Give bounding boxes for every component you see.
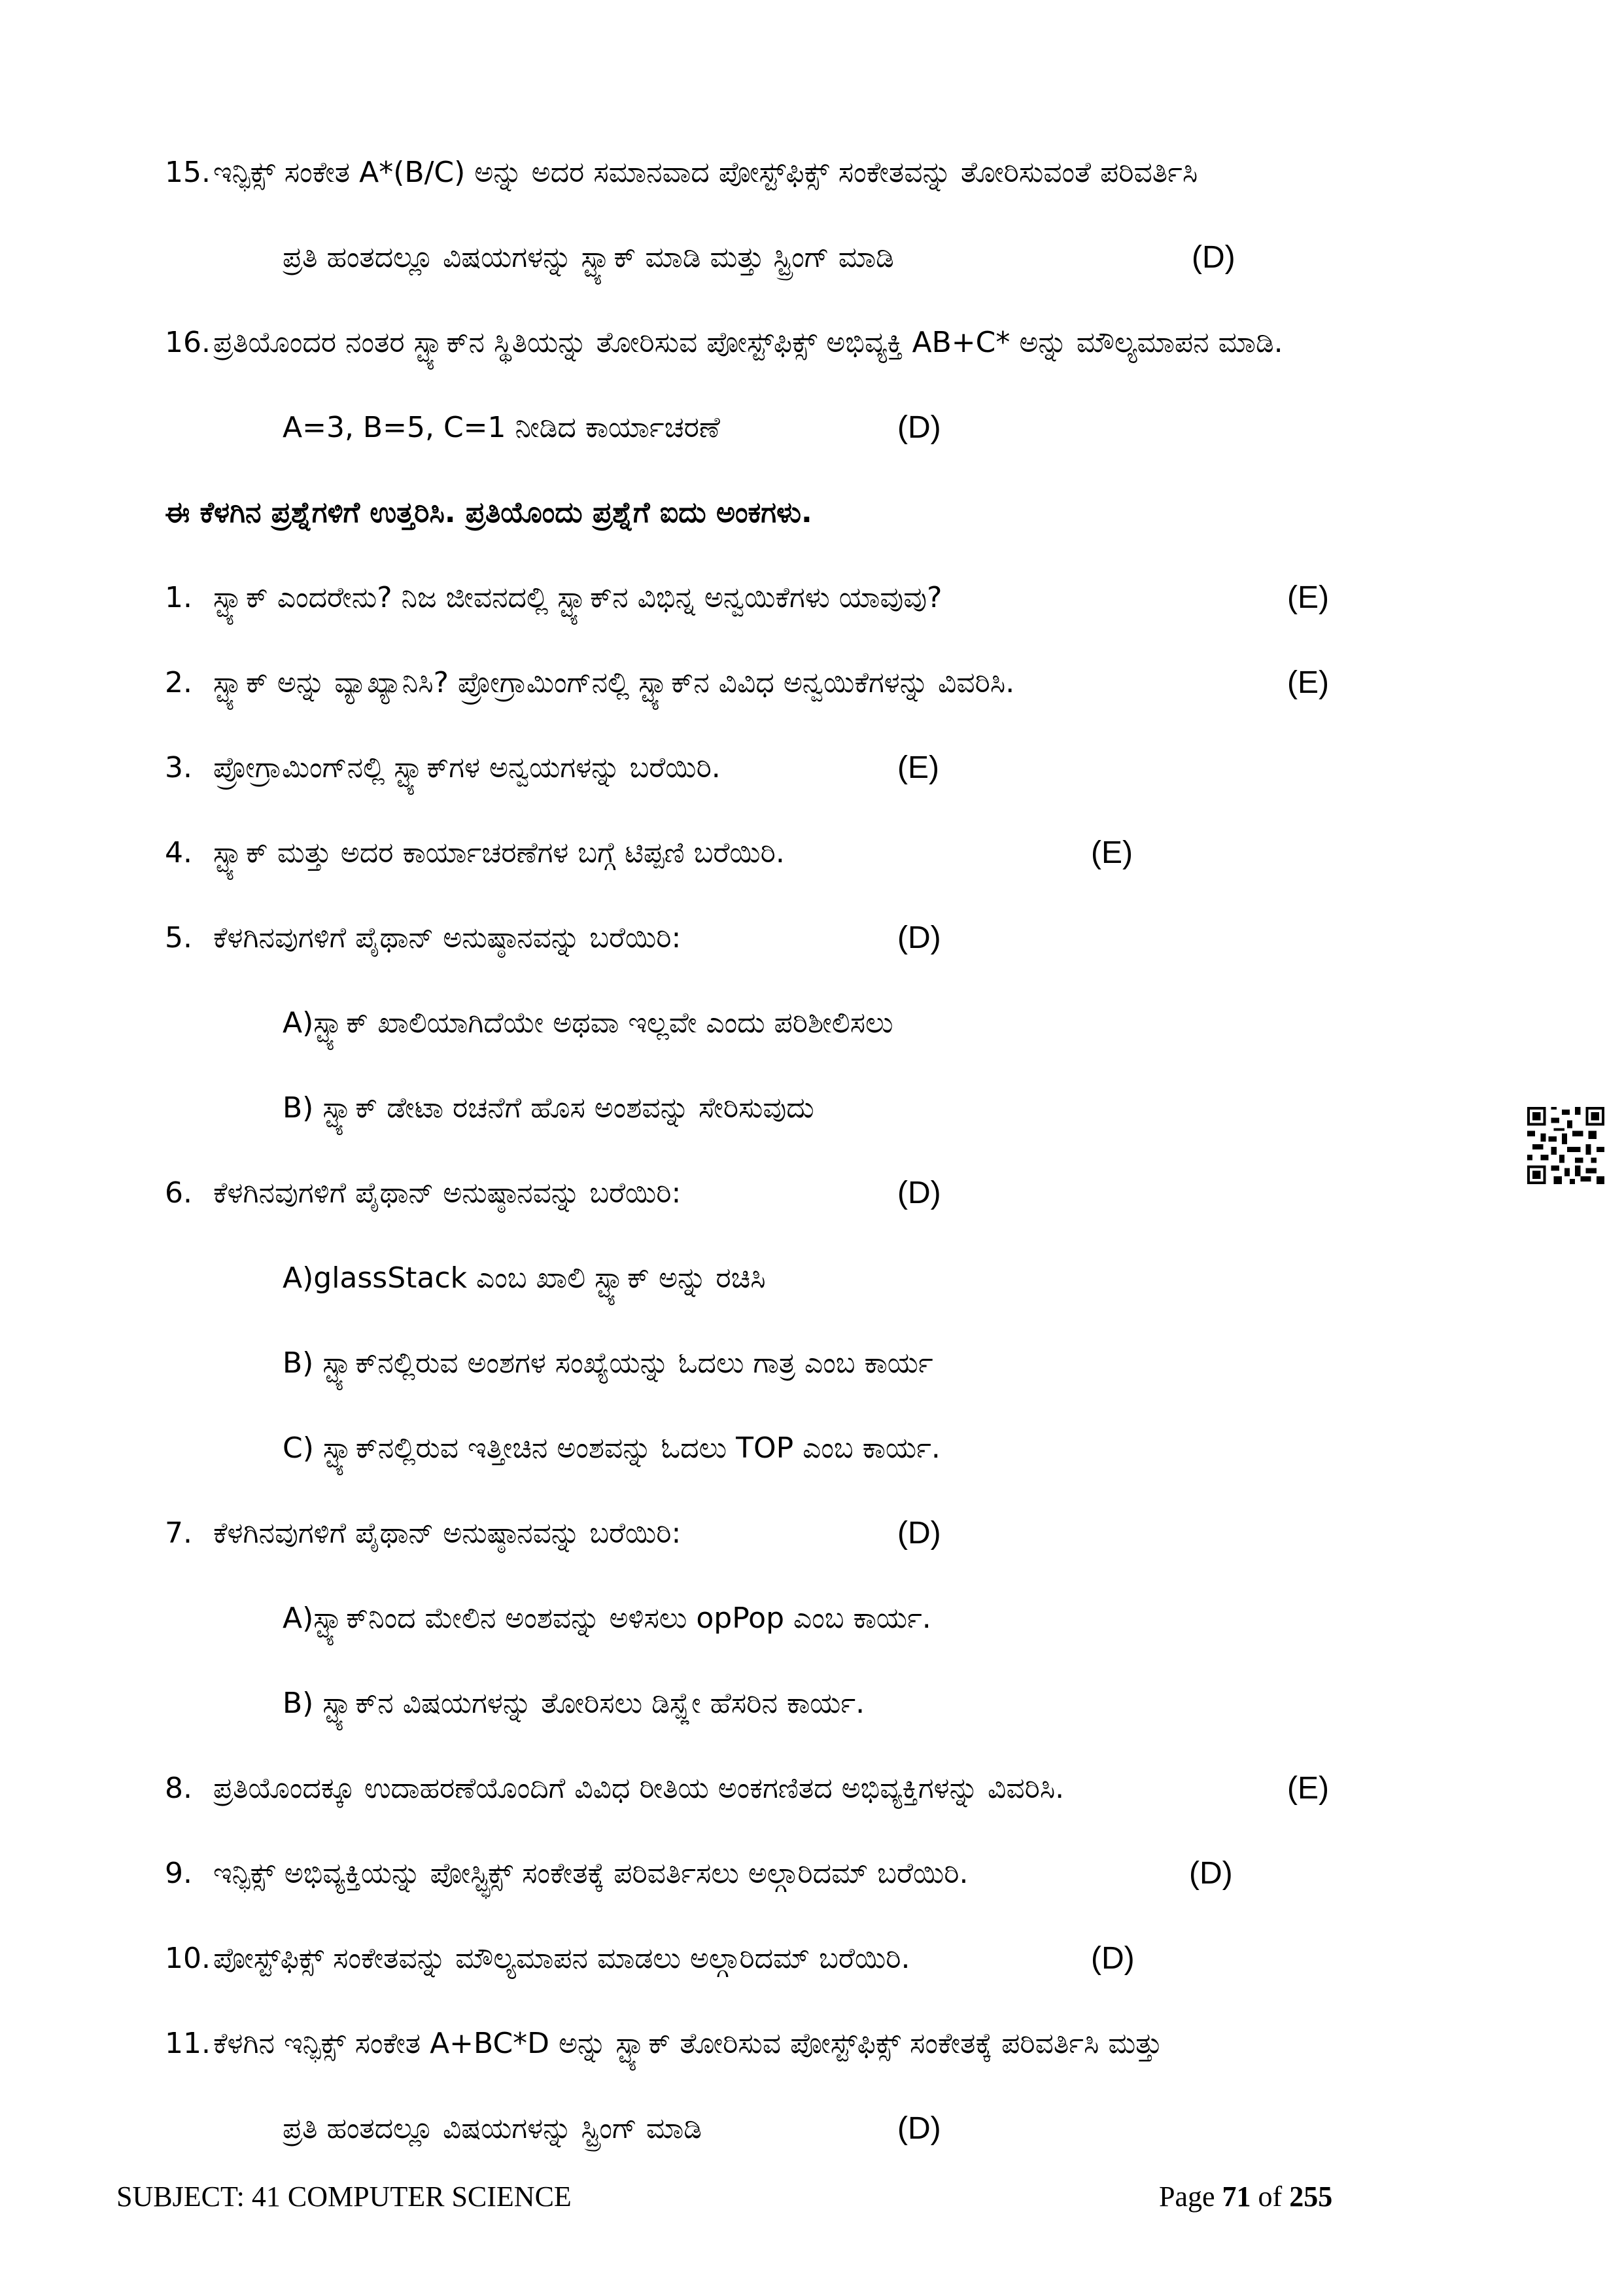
question-15 [165,153,1198,192]
question-9 [165,1854,968,1893]
question-10-mark: (D) [1091,1941,1135,1976]
question-1-mark: (E) [1287,580,1329,615]
question-number: 9. [165,1857,192,1890]
question-number: 4. [165,836,192,869]
question-6 [165,1174,681,1213]
question-text: ಇನ್ಫಿಕ್ಸ್ ಸಂಕೇತ A*(B/C) ಅನ್ನು ಅದರ ಸಮಾನವಾದ ಪೋಸ್ಟ್‌ಫಿಕ್ಸ್ ಸಂಕೇತವನ್ನು ತೋರಿಸುವಂತೆ ಪರಿವರ್ತಿಸಿ [213,156,1198,189]
question-text: ಕೆಳಗಿನವುಗಳಿಗೆ ಪೈಥಾನ್ ಅನುಷ್ಠಾನವನ್ನು ಬರೆಯಿರಿ: [213,1176,682,1210]
question-10 [165,1939,910,1978]
question-number: 16. [165,326,211,359]
question-text: ಸ್ಟ್ಯಾಕ್ ಅನ್ನು ವ್ಯಾಖ್ಯಾನಿಸಿ? ಪ್ರೋಗ್ರಾಮಿಂಗ್‌ನಲ್ಲಿ ಸ್ಟ್ಯಾಕ್‌ನ ವಿವಿಧ ಅನ್ವಯಿಕೆಗಳನ್ನು ವಿವರಿಸಿ. [213,666,1015,699]
question-7-sub-b: B) ಸ್ಟ್ಯಾಕ್‌ನ ವಿಷಯಗಳನ್ನು ತೋರಿಸಲು ಡಿಸ್ಪ್ಲೇ ಹೆಸರಿನ ಕಾರ್ಯ. [283,1687,865,1720]
question-number: 15. [165,156,211,189]
question-5-mark: (D) [897,920,941,955]
question-number: 6. [165,1176,192,1210]
question-5 [165,919,681,958]
question-9-mark: (D) [1189,1856,1233,1891]
footer-subject: SUBJECT: 41 COMPUTER SCIENCE [116,2181,572,2213]
question-number: 3. [165,751,192,784]
question-text: ಪ್ರೋಗ್ರಾಮಿಂಗ್‌ನಲ್ಲಿ ಸ್ಟ್ಯಾಕ್‌ಗಳ ಅನ್ವಯಗಳನ್ನು ಬರೆಯಿರಿ. [213,751,721,784]
page-of: of [1251,2181,1290,2213]
question-6-sub-b: B) ಸ್ಟ್ಯಾಕ್‌ನಲ್ಲಿರುವ ಅಂಶಗಳ ಸಂಖ್ಯೆಯನ್ನು ಓದಲು ಗಾತ್ರ ಎಂಬ ಕಾರ್ಯ [283,1346,933,1380]
question-number: 7. [165,1516,192,1550]
question-text: ಪ್ರತಿಯೊಂದರ ನಂತರ ಸ್ಟ್ಯಾಕ್‌ನ ಸ್ಥಿತಿಯನ್ನು ತೋರಿಸುವ ಪೋಸ್ಟ್‌ಫಿಕ್ಸ್ ಅಭಿವ್ಯಕ್ತಿ AB+C* ಅನ್ನು ಮೌಲ್ಯಮಾಪನ ಮಾಡಿ. [213,326,1283,359]
question-6-sub-a: A)glassStack ಎಂಬ ಖಾಲಿ ಸ್ಟ್ಯಾಕ್ ಅನ್ನು ರಚಿಸಿ [283,1261,766,1295]
question-7-mark: (D) [897,1516,941,1550]
question-11-mark: (D) [897,2111,941,2146]
question-7-sub-a: A)ಸ್ಟ್ಯಾಕ್‌ನಿಂದ ಮೇಲಿನ ಅಂಶವನ್ನು ಅಳಿಸಲು opPop ಎಂಬ ಕಾರ್ಯ. [283,1602,931,1635]
question-5-sub-b: B) ಸ್ಟ್ಯಾಕ್ ಡೇಟಾ ರಚನೆಗೆ ಹೊಸ ಅಂಶವನ್ನು ಸೇರಿಸುವುದು [283,1091,814,1125]
footer-page-number [1159,2179,1332,2215]
question-4 [165,833,785,873]
question-number: 5. [165,921,192,955]
question-number: 1. [165,581,192,614]
question-15-mark: (D) [1192,240,1235,275]
question-15-continuation [283,238,894,277]
question-6-sub-c: C) ಸ್ಟ್ಯಾಕ್‌ನಲ್ಲಿರುವ ಇತ್ತೀಚಿನ ಅಂಶವನ್ನು ಓದಲು TOP ಎಂಬ ಕಾರ್ಯ. [283,1431,941,1465]
question-6-mark: (D) [897,1176,941,1210]
qr-code-icon [1527,1107,1604,1184]
question-number: 10. [165,1942,211,1975]
question-3 [165,748,721,788]
question-8-mark: (E) [1287,1771,1329,1806]
question-text: ಇನ್ಫಿಕ್ಸ್ ಅಭಿವ್ಯಕ್ತಿಯನ್ನು ಪೋಸ್ಟ್ಫಿಕ್ಸ್ ಸಂಕೇತಕ್ಕೆ ಪರಿವರ್ತಿಸಲು ಅಲ್ಗಾರಿದಮ್ ಬರೆಯಿರಿ. [213,1857,969,1890]
question-number: 11. [165,2027,211,2060]
question-11-continuation: ಪ್ರತಿ ಹಂತದಲ್ಲೂ ವಿಷಯಗಳನ್ನು ಸ್ಟ್ರಿಂಗ್ ಮಾಡಿ [283,2112,702,2145]
question-text: ಕೆಳಗಿನವುಗಳಿಗೆ ಪೈಥಾನ್ ಅನುಷ್ಠಾನವನ್ನು ಬರೆಯಿರಿ: [213,921,682,955]
question-number: 2. [165,666,192,699]
page-total: 255 [1289,2181,1333,2213]
question-8 [165,1769,1064,1808]
question-2 [165,663,1014,703]
page-current: 71 [1222,2181,1251,2213]
question-16-continuation [283,408,720,447]
question-number: 8. [165,1772,192,1805]
question-11 [165,2024,1162,2063]
question-text: ಪೋಸ್ಟ್‌ಫಿಕ್ಸ್ ಸಂಕೇತವನ್ನು ಮೌಲ್ಯಮಾಪನ ಮಾಡಲು ಅಲ್ಗಾರಿದಮ್ ಬರೆಯಿರಿ. [213,1942,910,1975]
question-text: ಸ್ಟ್ಯಾಕ್ ಎಂದರೇನು? ನಿಜ ಜೀವನದಲ್ಲಿ ಸ್ಟ್ಯಾಕ್‌ನ ವಿಭಿನ್ನ ಅನ್ವಯಿಕೆಗಳು ಯಾವುವು? [213,581,942,614]
question-16 [165,323,1283,362]
question-text: A=3, B=5, C=1 ನೀಡಿದ ಕಾರ್ಯಾಚರಣೆ [283,411,720,444]
question-text: ಕೆಳಗಿನವುಗಳಿಗೆ ಪೈಥಾನ್ ಅನುಷ್ಠಾನವನ್ನು ಬರೆಯಿರಿ: [213,1516,682,1550]
question-2-mark: (E) [1287,665,1329,700]
question-4-mark: (E) [1091,835,1133,870]
question-1 [165,578,942,618]
question-5-sub-a: A)ಸ್ಟ್ಯಾಕ್ ಖಾಲಿಯಾಗಿದೆಯೇ ಅಥವಾ ಇಲ್ಲವೇ ಎಂದು ಪರಿಶೀಲಿಸಲು [283,1006,893,1040]
question-text: ಪ್ರತಿಯೊಂದಕ್ಕೂ ಉದಾಹರಣೆಯೊಂದಿಗೆ ವಿವಿಧ ರೀತಿಯ ಅಂಕಗಣಿತದ ಅಭಿವ್ಯಕ್ತಿಗಳನ್ನು ವಿವರಿಸಿ. [213,1772,1065,1805]
question-7 [165,1514,681,1553]
question-text: ಕೆಳಗಿನ ಇನ್ಫಿಕ್ಸ್ ಸಂಕೇತ A+BC*D ಅನ್ನು ಸ್ಟ್ಯಾಕ್ ತೋರಿಸುವ ಪೋಸ್ಟ್‌ಫಿಕ್ಸ್ ಸಂಕೇತಕ್ಕೆ ಪರಿವರ್ತಿಸಿ ಮತ್ತು [213,2027,1163,2060]
question-text: ಸ್ಟ್ಯಾಕ್ ಮತ್ತು ಅದರ ಕಾರ್ಯಾಚರಣೆಗಳ ಬಗ್ಗೆ ಟಿಪ್ಪಣಿ ಬರೆಯಿರಿ. [213,836,785,869]
question-text: ಪ್ರತಿ ಹಂತದಲ್ಲೂ ವಿಷಯಗಳನ್ನು ಸ್ಟ್ಯಾಕ್ ಮಾಡಿ ಮತ್ತು ಸ್ಟ್ರಿಂಗ್ ಮಾಡಿ [283,241,894,274]
section-heading: ಈ ಕೆಳಗಿನ ಪ್ರಶ್ನೆಗಳಿಗೆ ಉತ್ತರಿಸಿ. ಪ್ರತಿಯೊಂದು ಪ್ರಶ್ನೆಗೆ ಐದು ಅಂಕಗಳು. [165,496,812,529]
page-prefix: Page [1159,2181,1222,2213]
question-16-mark: (D) [897,410,941,445]
question-3-mark: (E) [897,750,939,785]
